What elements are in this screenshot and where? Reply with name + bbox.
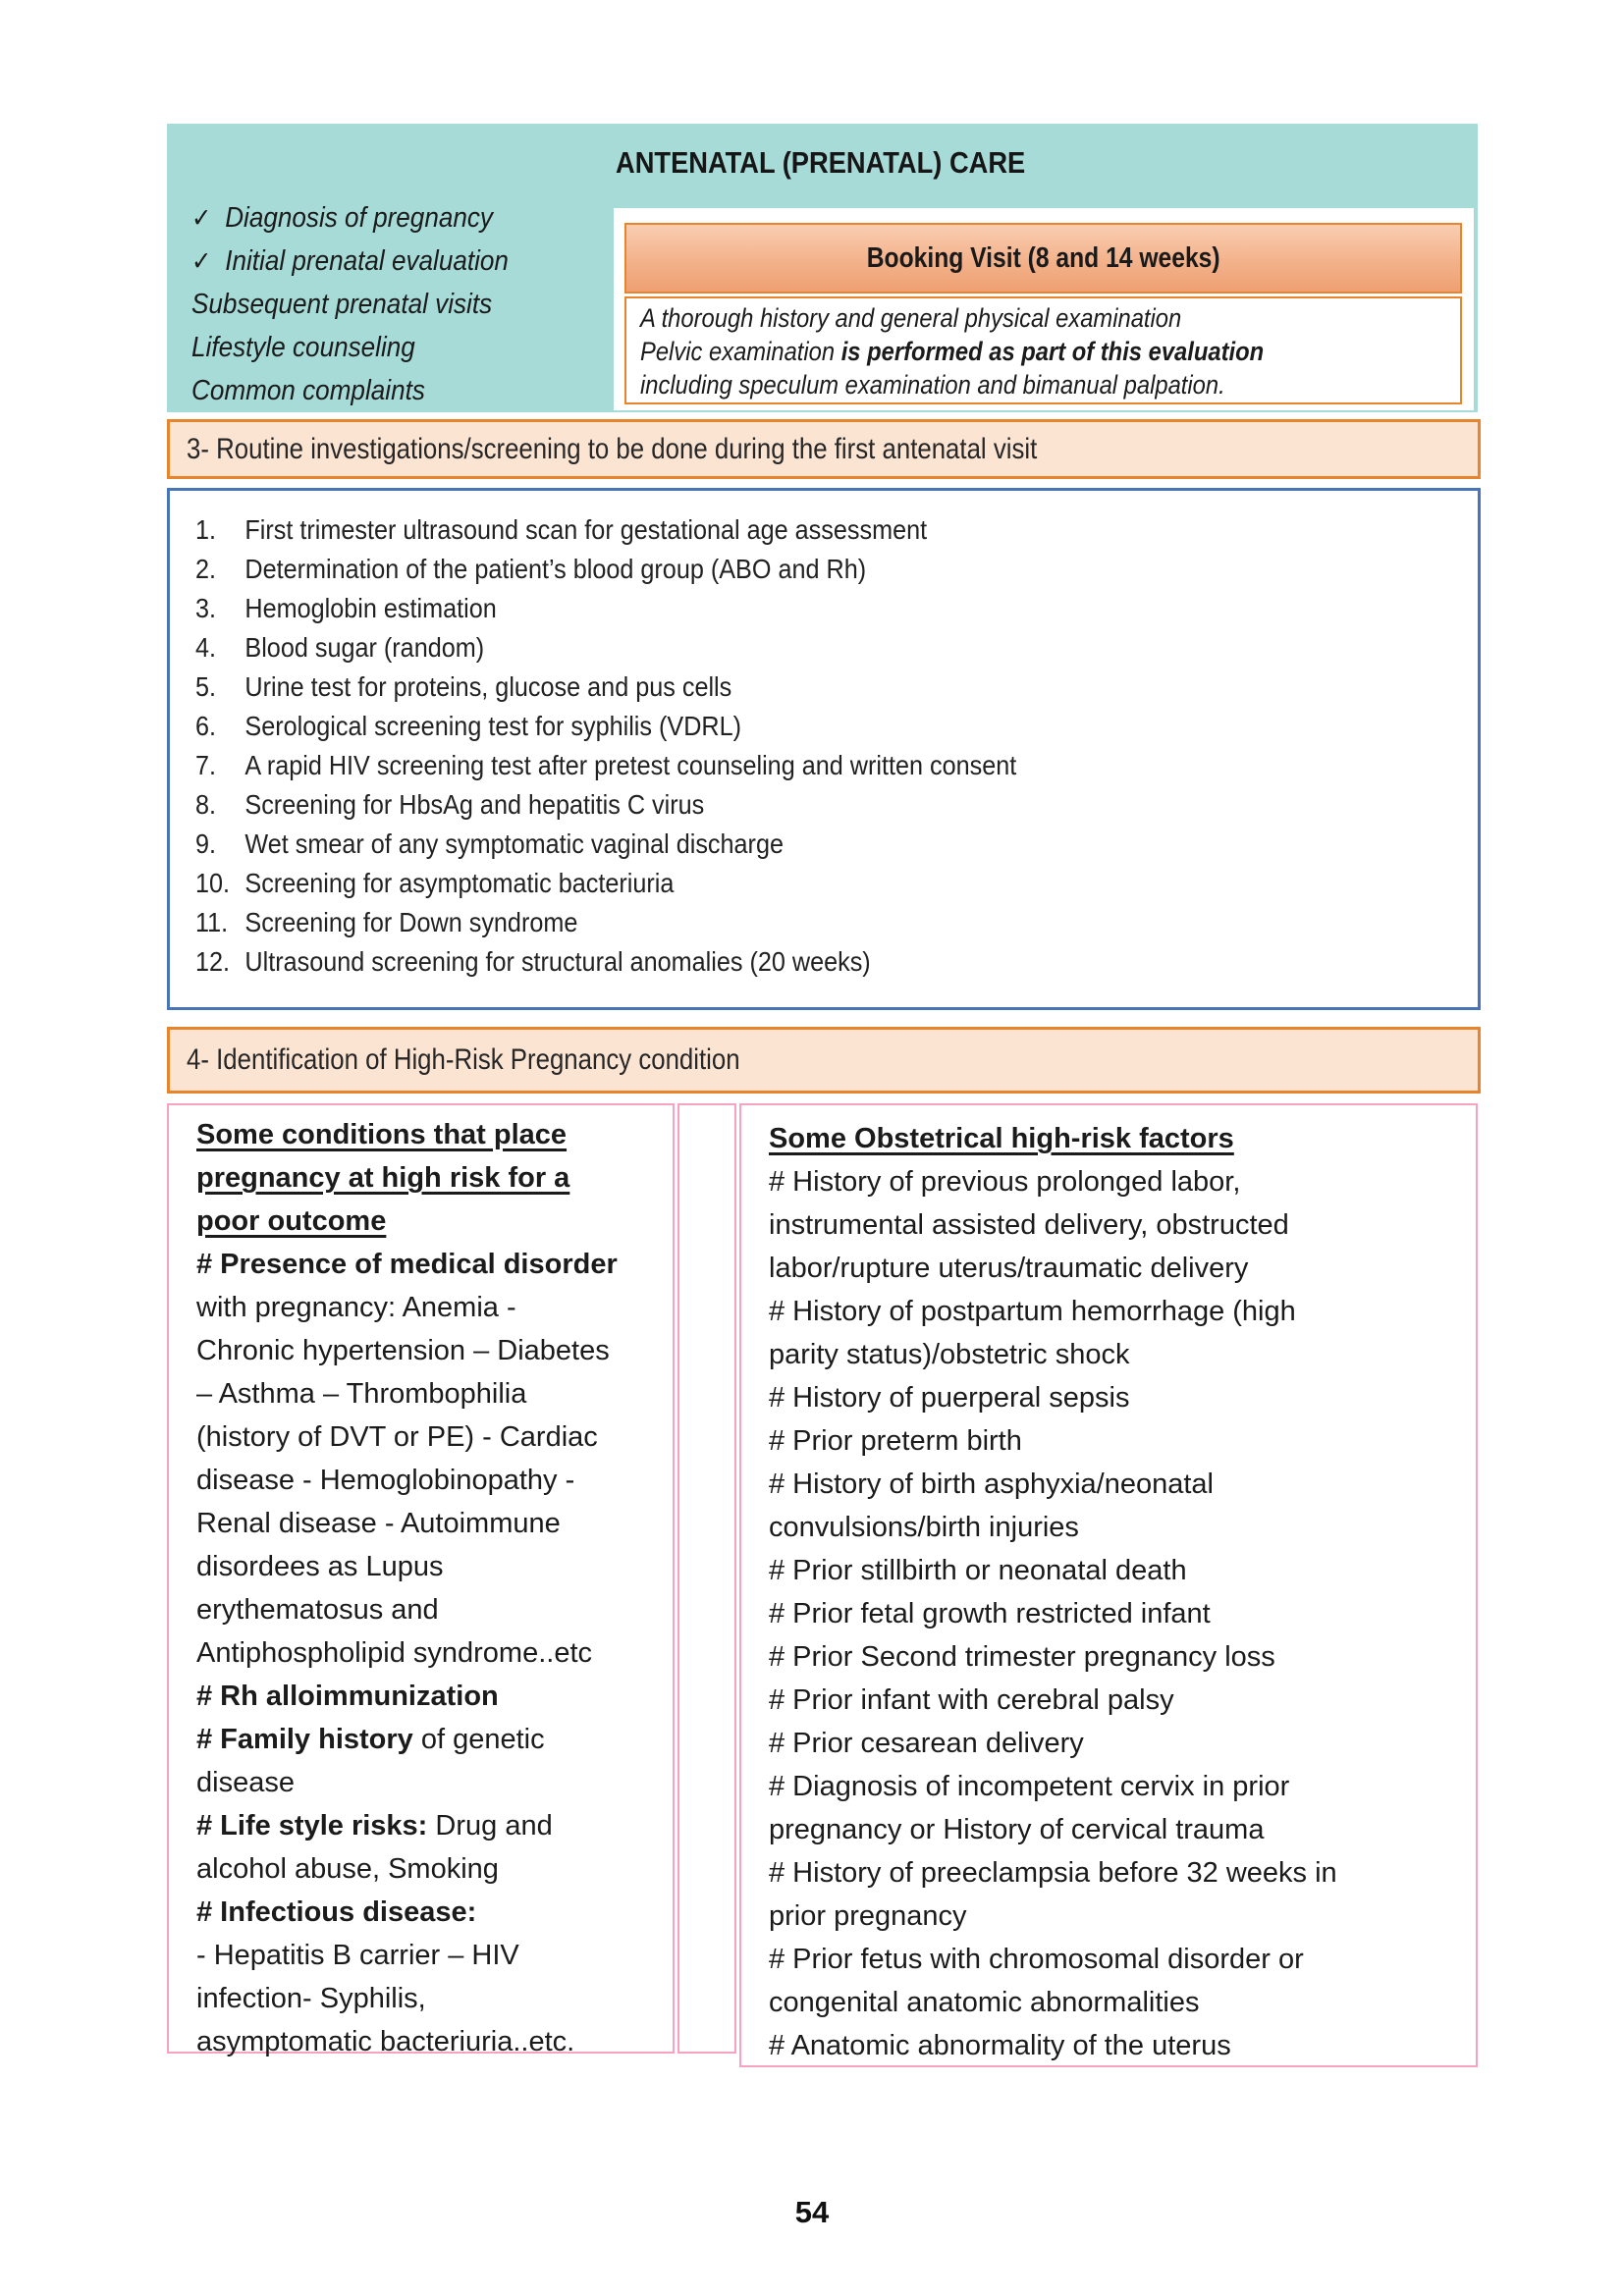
checkmark-icon: ✓ <box>191 203 212 233</box>
list-item-text-wrap <box>195 510 927 550</box>
text-line <box>196 1286 659 1329</box>
text-segment: # Prior cesarean delivery <box>769 1728 1084 1759</box>
text-line <box>196 1891 659 1934</box>
text-line <box>769 1722 1462 1765</box>
text-line <box>769 1160 1462 1203</box>
topic-list <box>191 196 544 412</box>
booking-visit-title: Booking Visit (8 and 14 weeks) <box>866 241 1220 274</box>
item-number: 8. <box>195 789 217 820</box>
item-text: A rapid HIV screening test after pretest counseling and written consent <box>244 750 1017 780</box>
text-segment: Renal disease - Autoimmune <box>196 1508 561 1539</box>
list-item-text-wrap <box>195 864 674 903</box>
text-segment: Antiphospholipid syndrome..etc <box>196 1637 593 1669</box>
text-segment: # Prior Second trimester pregnancy loss <box>769 1641 1275 1673</box>
text-line <box>196 1588 659 1631</box>
text-segment: Some conditions that place <box>196 1119 568 1150</box>
text-line <box>769 2024 1462 2067</box>
item-text: Hemoglobin estimation <box>244 593 497 623</box>
text-line <box>196 1113 659 1156</box>
topic-label: Common complaints <box>191 375 425 406</box>
item-number: 7. <box>195 750 217 780</box>
text-segment: A thorough history and general physical examination <box>640 303 1182 333</box>
text-line <box>769 1851 1462 1895</box>
text-line <box>196 2020 659 2063</box>
list-item-text-wrap <box>195 785 704 825</box>
list-item <box>195 864 1478 903</box>
text-segment: erythematosus and <box>196 1594 439 1626</box>
item-number: 12. <box>195 946 231 977</box>
text-segment: Drug and <box>427 1810 553 1842</box>
topic-row <box>191 326 544 369</box>
text-segment: instrumental assisted delivery, obstructed <box>769 1209 1289 1241</box>
text-segment: asymptomatic bacteriuria..etc. <box>196 2026 575 2057</box>
list-item <box>195 903 1478 942</box>
text-line <box>769 1203 1462 1247</box>
booking-visit-header <box>624 223 1462 294</box>
text-segment: is performed as part of this evaluation <box>840 337 1265 366</box>
item-number: 10. <box>195 868 231 898</box>
text-line <box>196 1761 659 1804</box>
item-number: 9. <box>195 828 217 859</box>
text-segment: congenital anatomic abnormalities <box>769 1987 1200 2018</box>
topic-text <box>191 326 415 369</box>
text-segment: # Presence of medical disorder <box>196 1249 618 1280</box>
item-number: 3. <box>195 593 217 623</box>
list-item <box>195 510 1478 550</box>
text-line <box>769 1419 1462 1463</box>
text-segment: # Family history <box>196 1724 413 1755</box>
text-line <box>769 1808 1462 1851</box>
section-3-header <box>167 419 1481 479</box>
list-item <box>195 825 1478 864</box>
item-number: 4. <box>195 632 217 663</box>
text-line <box>196 1631 659 1675</box>
text-segment: # Diagnosis of incompetent cervix in prior <box>769 1771 1290 1802</box>
booking-visit-body <box>624 296 1462 404</box>
item-text: Determination of the patient’s blood group (ABO and Rh) <box>244 554 867 584</box>
item-text: Screening for HbsAg and hepatitis C virus <box>244 789 705 820</box>
list-item-text-wrap <box>195 550 866 589</box>
page-number: 54 <box>794 2195 830 2229</box>
topic-text <box>191 240 509 283</box>
list-item-text-wrap <box>195 746 1016 785</box>
text-line <box>196 1329 659 1372</box>
text-line <box>196 1977 659 2020</box>
text-segment: poor outcome <box>196 1205 387 1237</box>
text-line <box>196 1718 659 1761</box>
section-4-title: 4- Identification of High-Risk Pregnancy condition <box>187 1043 740 1076</box>
text-line <box>196 1459 659 1502</box>
text-line <box>769 1117 1462 1160</box>
text-line <box>640 335 1349 368</box>
list-item <box>195 707 1478 746</box>
item-text: Serological screening test for syphilis (VDRL) <box>244 711 742 741</box>
text-line <box>769 1635 1462 1679</box>
text-segment: pregnancy at high risk for a <box>196 1162 570 1194</box>
text-segment: disease <box>196 1767 295 1798</box>
list-item <box>195 746 1478 785</box>
item-number: 11. <box>195 907 229 937</box>
text-segment: # Prior stillbirth or neonatal death <box>769 1555 1187 1586</box>
item-text: Screening for Down syndrome <box>244 907 578 937</box>
text-line <box>769 1333 1462 1376</box>
item-text: Blood sugar (random) <box>244 632 485 663</box>
text-line <box>769 1549 1462 1592</box>
list-item <box>195 785 1478 825</box>
list-item-text-wrap <box>195 825 784 864</box>
text-segment: of genetic <box>412 1724 545 1755</box>
text-segment: disease - Hemoglobinopathy - <box>196 1465 575 1496</box>
text-segment: pregnancy or History of cervical trauma <box>769 1814 1265 1845</box>
text-segment: alcohol abuse, Smoking <box>196 1853 499 1885</box>
topic-row <box>191 240 544 283</box>
text-segment: parity status)/obstetric shock <box>769 1339 1130 1370</box>
text-segment: # History of birth asphyxia/neonatal <box>769 1468 1214 1500</box>
text-segment: - Hepatitis B carrier – HIV <box>196 1940 519 1971</box>
investigations-list-box <box>167 488 1481 1010</box>
list-item-text-wrap <box>195 942 871 982</box>
high-risk-middle-spacer <box>677 1103 736 2054</box>
topic-row <box>191 283 544 326</box>
item-number: 2. <box>195 554 217 584</box>
item-number: 5. <box>195 671 217 702</box>
topic-text <box>191 196 493 240</box>
topic-label: Lifestyle counseling <box>191 332 415 363</box>
list-item-text-wrap <box>195 667 731 707</box>
list-item <box>195 942 1478 982</box>
text-segment: # History of preeclampsia before 32 weeks in <box>769 1857 1337 1889</box>
text-segment: labor/rupture uterus/traumatic delivery <box>769 1253 1249 1284</box>
topic-row <box>191 369 544 412</box>
checkmark-icon: ✓ <box>191 246 212 276</box>
topic-text <box>191 369 425 412</box>
item-text: First trimester ultrasound scan for gestational age assessment <box>244 514 928 545</box>
page-title-text: ANTENATAL (PRENATAL) CARE <box>616 145 1026 180</box>
topic-label: Initial prenatal evaluation <box>225 245 509 277</box>
text-segment: # Anatomic abnormality of the uterus <box>769 2030 1231 2061</box>
section-3-title: 3- Routine investigations/screening to be done during the first antenatal visit <box>187 432 1038 465</box>
text-line <box>196 1243 659 1286</box>
list-item-text-wrap <box>195 628 484 667</box>
list-item <box>195 550 1478 589</box>
text-line <box>196 1545 659 1588</box>
text-segment: # History of previous prolonged labor, <box>769 1166 1241 1198</box>
list-item <box>195 628 1478 667</box>
text-segment: # Prior fetus with chromosomal disorder or <box>769 1944 1304 1975</box>
text-line <box>769 1463 1462 1506</box>
text-line <box>769 1592 1462 1635</box>
item-text: Urine test for proteins, glucose and pus cells <box>244 671 732 702</box>
text-line <box>640 368 1349 401</box>
text-segment: convulsions/birth injuries <box>769 1512 1079 1543</box>
text-segment: # Infectious disease: <box>196 1896 477 1928</box>
text-segment: – Asthma – Thrombophilia <box>196 1378 527 1410</box>
text-segment: (history of DVT or PE) - Cardiac <box>196 1421 598 1453</box>
text-line <box>196 1156 659 1200</box>
text-line <box>196 1502 659 1545</box>
text-line <box>196 1934 659 1977</box>
high-risk-right-column <box>739 1103 1478 2067</box>
text-line <box>769 1290 1462 1333</box>
text-line <box>196 1847 659 1891</box>
text-line <box>769 1506 1462 1549</box>
text-segment: infection- Syphilis, <box>196 1983 426 2014</box>
text-line <box>769 1938 1462 1981</box>
text-segment: prior pregnancy <box>769 1900 967 1932</box>
text-segment: # History of puerperal sepsis <box>769 1382 1130 1414</box>
page-title <box>616 145 1081 181</box>
item-text: Wet smear of any symptomatic vaginal discharge <box>244 828 784 859</box>
text-line <box>769 1376 1462 1419</box>
text-line <box>769 1679 1462 1722</box>
text-line <box>196 1804 659 1847</box>
text-line <box>196 1675 659 1718</box>
text-line <box>196 1200 659 1243</box>
topic-label: Diagnosis of pregnancy <box>225 202 493 234</box>
text-segment: Some Obstetrical high-risk factors <box>769 1123 1234 1154</box>
item-number: 6. <box>195 711 217 741</box>
topic-row <box>191 196 544 240</box>
high-risk-left-column <box>167 1103 675 2057</box>
item-text: Ultrasound screening for structural anomalies (20 weeks) <box>244 946 871 977</box>
text-line <box>196 1415 659 1459</box>
text-segment: # Prior preterm birth <box>769 1425 1022 1457</box>
text-segment: with pregnancy: Anemia - <box>196 1292 516 1323</box>
text-line <box>769 1895 1462 1938</box>
list-item-text-wrap <box>195 707 741 746</box>
text-segment: disordees as Lupus <box>196 1551 444 1582</box>
text-segment: # Prior infant with cerebral palsy <box>769 1684 1174 1716</box>
item-number: 1. <box>195 514 217 545</box>
text-segment: # Rh alloimmunization <box>196 1681 499 1712</box>
list-item <box>195 589 1478 628</box>
text-line <box>769 1765 1462 1808</box>
text-line <box>769 1247 1462 1290</box>
item-text: Screening for asymptomatic bacteriuria <box>244 868 675 898</box>
topic-text <box>191 283 492 326</box>
section-4-header <box>167 1027 1481 1094</box>
list-item-text-wrap <box>195 589 497 628</box>
text-segment: # Life style risks: <box>196 1810 428 1842</box>
list-item <box>195 667 1478 707</box>
text-segment: Pelvic examination <box>640 337 841 366</box>
topic-label: Subsequent prenatal visits <box>191 289 493 320</box>
text-line <box>769 1981 1462 2024</box>
text-segment: # History of postpartum hemorrhage (high <box>769 1296 1296 1327</box>
text-segment: Chronic hypertension – Diabetes <box>196 1335 610 1366</box>
text-segment: including speculum examination and bimanual palpation. <box>640 370 1225 400</box>
list-item-text-wrap <box>195 903 577 942</box>
text-line <box>640 301 1349 335</box>
text-line <box>196 1372 659 1415</box>
text-segment: # Prior fetal growth restricted infant <box>769 1598 1211 1629</box>
